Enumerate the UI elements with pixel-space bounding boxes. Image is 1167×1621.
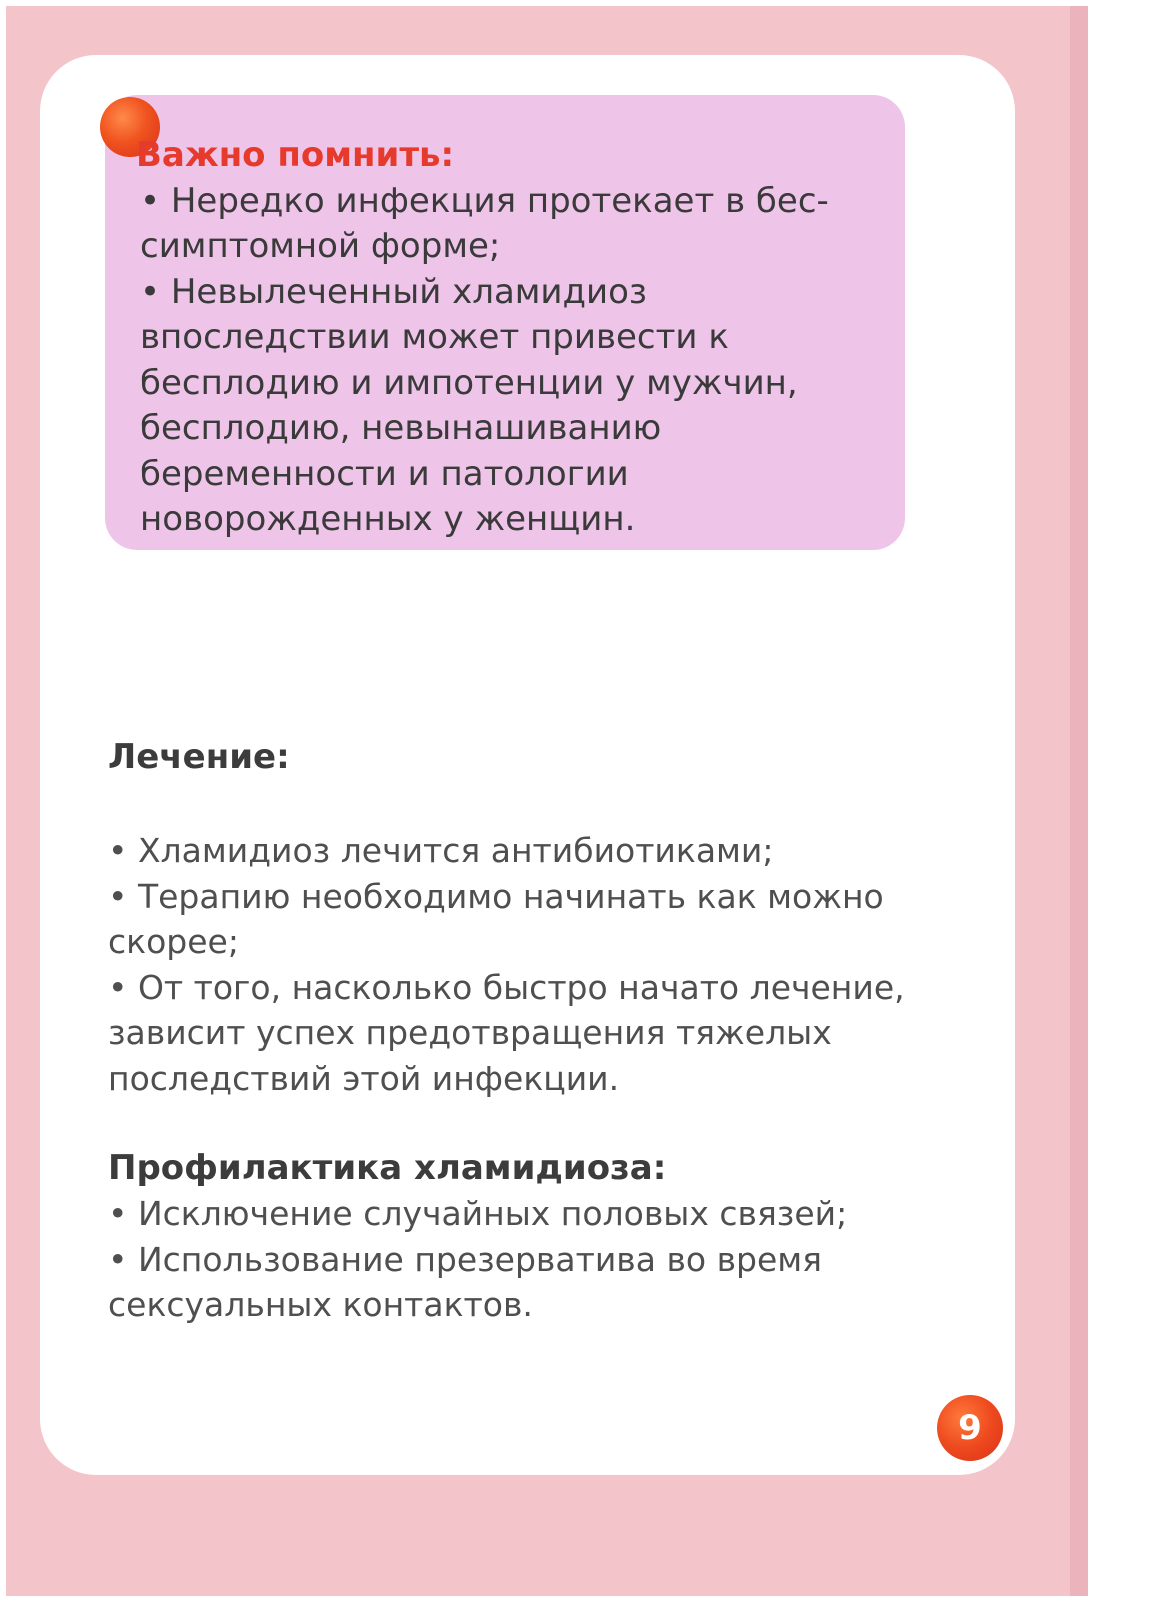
callout-line: • Невылеченный хламидиоз — [140, 271, 648, 312]
list-item: • Хламидиоз лечится антибиотиками; — [108, 831, 774, 870]
callout-line: бесплодию, невынашиванию — [140, 408, 662, 448]
callout-line: симптомной форме; — [140, 226, 501, 266]
page-number: 9 — [937, 1395, 1003, 1461]
list-item: • Исключение случайных половых связей; — [108, 1194, 848, 1233]
callout-line: беременности и патологии — [140, 453, 629, 494]
callout-line: • Нередко инфекция протекает в бес- — [140, 180, 829, 221]
prevention-title: Профилактика хламидиоза: — [108, 1148, 667, 1188]
page-edge — [1070, 6, 1088, 1596]
list-item: сексуальных контактов. — [108, 1285, 533, 1324]
treatment-list — [108, 828, 988, 1101]
treatment-title: Лечение: — [108, 737, 290, 777]
callout-text — [136, 133, 896, 543]
callout-line: новорожденных у женщин. — [140, 499, 636, 539]
list-item: скорее; — [108, 922, 239, 961]
callout-line: впоследствии может привести к — [140, 317, 729, 357]
list-item: последствий этой инфекции. — [108, 1058, 620, 1098]
list-item: • Терапию необходимо начинать как можно — [108, 876, 884, 916]
callout-line: бесплодию и импотенции у мужчин, — [140, 362, 798, 403]
prevention-list — [108, 1191, 988, 1328]
callout-title: Важно помнить: — [136, 135, 455, 175]
list-item: зависит успех предотвращения тяжелых — [108, 1013, 832, 1052]
list-item: • Использование презерватива во время — [108, 1239, 823, 1279]
list-item: • От того, насколько быстро начато лечение, — [108, 967, 905, 1007]
